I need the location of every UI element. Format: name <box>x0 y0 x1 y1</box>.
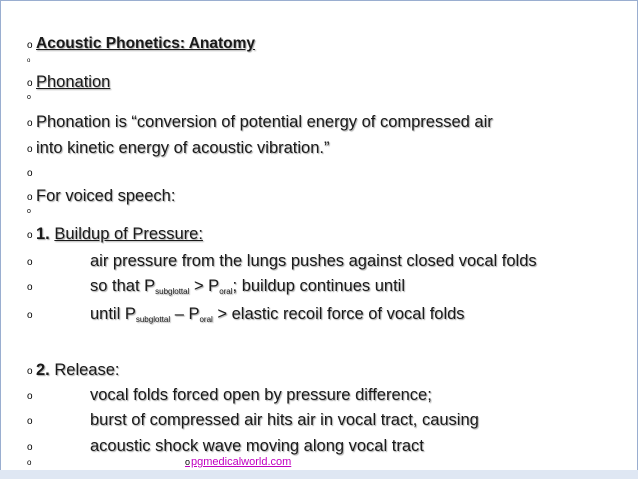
subscript-oral: oral <box>199 315 213 324</box>
step2-line-1: vocal folds forced open by pressure difference; <box>90 386 432 404</box>
bullet-marker: o <box>27 310 33 321</box>
bullet-marker: o <box>27 40 33 51</box>
step2-heading <box>36 360 119 380</box>
step1-line3-post: > elastic recoil force of vocal folds <box>212 305 465 323</box>
bullet-marker: o <box>27 144 33 155</box>
bullet-marker: o <box>27 458 32 467</box>
bullet-marker: o <box>27 366 33 377</box>
step2-line-2: burst of compressed air hits air in vocal tract, causing <box>90 411 479 429</box>
subscript-subglottal: subglottal <box>155 287 190 296</box>
step1-heading <box>36 224 203 244</box>
footer-text: pgmedicalworld.com <box>191 456 292 468</box>
footer-link[interactable] <box>185 456 291 468</box>
bullet-marker: o <box>27 118 33 129</box>
section-phonation: Phonation <box>36 73 111 91</box>
step2-line-3: acoustic shock wave moving along vocal tract <box>90 437 424 455</box>
step1-line-3 <box>90 304 465 330</box>
step1-line2-pre: so that P <box>90 277 156 295</box>
bullet-marker: o <box>185 457 191 467</box>
step1-line-1: air pressure from the lungs pushes against closed vocal folds <box>90 252 537 270</box>
bullet-marker: o <box>27 168 33 179</box>
step1-line2-mid: > P <box>189 277 220 295</box>
definition-line-2: into kinetic energy of acoustic vibration.” <box>36 139 330 157</box>
bottom-bar <box>0 470 638 479</box>
voiced-heading: For voiced speech: <box>36 187 176 205</box>
bullet-marker: o <box>27 416 33 427</box>
bullet-marker: o <box>27 257 33 268</box>
step2-number: 2. <box>36 361 50 379</box>
step1-line3-mid: – P <box>170 305 200 323</box>
step1-label: Buildup of Pressure: <box>54 225 203 243</box>
bullet-marker: o <box>27 282 33 293</box>
step2-label: Release: <box>54 361 120 379</box>
bullet-marker: o <box>27 94 31 101</box>
bullet-marker: o <box>27 391 33 402</box>
step1-number: 1. <box>36 225 50 243</box>
step1-line3-pre: until P <box>90 305 136 323</box>
definition-line-1: Phonation is “conversion of potential energy of compressed air <box>36 113 493 131</box>
step1-line-2 <box>90 276 405 302</box>
step1-line2-post: ; buildup continues until <box>232 277 405 295</box>
bullet-marker: o <box>27 230 33 241</box>
bullet-marker: o <box>27 58 31 64</box>
bullet-marker: o <box>27 442 33 453</box>
bullet-marker: o <box>27 78 33 89</box>
bullet-marker: o <box>27 208 31 215</box>
bullet-marker: o <box>27 192 33 203</box>
slide-title: Acoustic Phonetics: Anatomy <box>36 35 256 52</box>
subscript-subglottal: subglottal <box>135 315 171 324</box>
subscript-oral: oral <box>219 287 233 296</box>
